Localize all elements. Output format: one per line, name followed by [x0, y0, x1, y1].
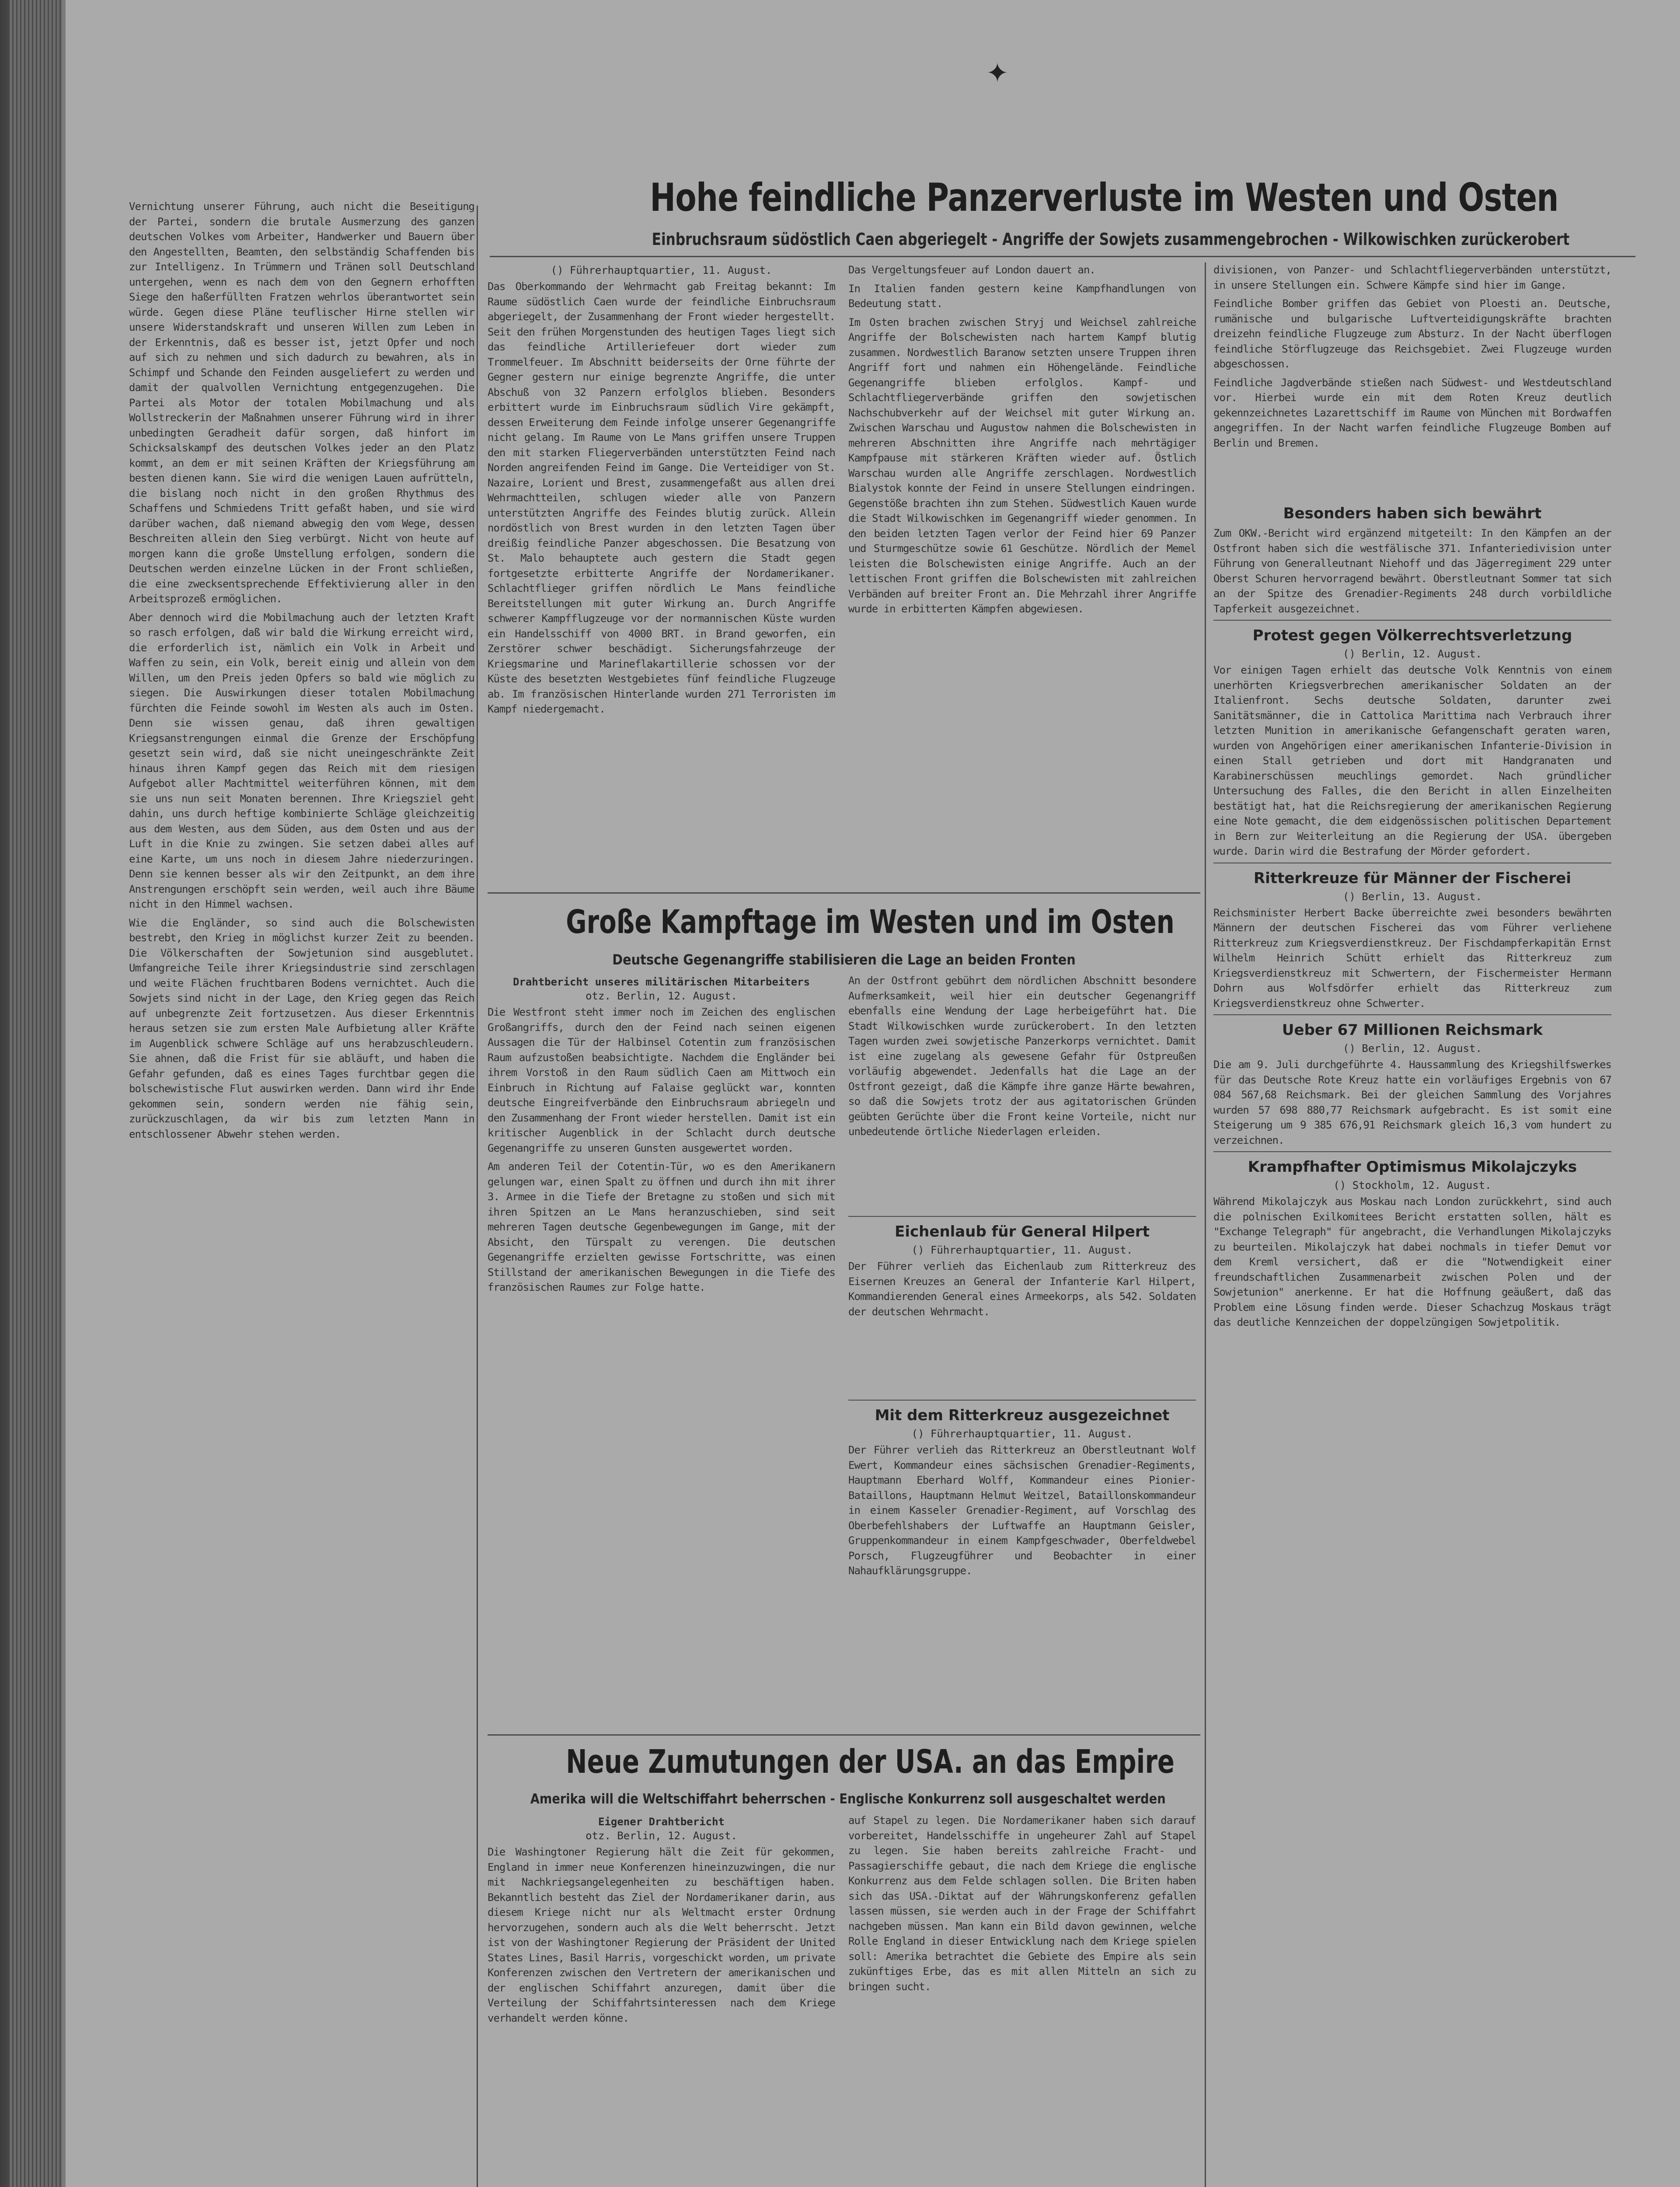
- right-item-dateline: () Berlin, 13. August.: [1343, 890, 1482, 903]
- ritterkreuz-dateline: () Führerhauptquartier, 11. August.: [911, 1428, 1133, 1440]
- zumutungen-paragraph: auf Stapel zu legen. Die Nordamerikaner haben sich darauf vorbereitet, Handelsschiffe in ungeheurer Zahl auf Stapel zu legen. Sie haben bereits zahlreiche Fracht- und Passagierschiffe gebaut, die nach dem Kriege die englische Konkurrenz aus dem Felde schlagen sollen. Die Briten haben sich das USA.-Diktat auf der Währungskonferenz gefallen lassen müssen, sie werden auch in der Frage der Schiffahrt nachgeben müssen. Man kann ein Bild davon gewinnen, welche Rolle England in dieser Entwicklung nach dem Kriege spielen soll: Amerika betrachtet die Gebiete des Empire als sein zukünftiges Erbe, das es mit allen Mitteln an sich zu bringen sucht.: [848, 1814, 1196, 1993]
- kampftage-paragraph: An der Ostfront gebührt dem nördlichen Abschnitt besondere Aufmerksamkeit, weil hier ein deutscher Gegenangriff ebenfalls eine Wendung der Lage herbeigeführt hat. Die Stadt Wilkowischken wurde zurückerobert. In den letzten Tagen wurden zwei sowjetische Panzerkorps vernichtet. Damit ist eine zugelang als gewesene Gefahr für Ostpreußen vorläufig abgewendet. Jedenfalls hat die Lage an der Ostfront gezeigt, daß die Kämpfe ihre ganze Härte bewahren, so daß die Sowjets trotz der aus agitatorischen Gründen geübten Gerüchte über die Front keine Vorteile, nicht nur unbedeutende örtliche Niederlagen erleiden.: [848, 975, 1196, 1138]
- zumutungen-col2: [848, 1813, 1196, 2187]
- main-subheadline: Einbruchsraum südöstlich Caen abgeriegelt - Angriffe der Sowjets zusammengebrochen - Wilkowischken zurückerobert: [652, 230, 1570, 249]
- eichenlaub-rule: [848, 1216, 1196, 1217]
- page-edges: [10, 0, 62, 2187]
- right-item-heading: Besonders haben sich bewährt: [1283, 505, 1542, 522]
- kampftage-byline: Drahtbericht unseres militärischen Mitarbeiters: [512, 976, 810, 988]
- zumutungen-col1: [488, 1813, 835, 2187]
- zumutungen-subheadline: Amerika will die Weltschiffahrt beherrschen - Englische Konkurrenz soll ausgeschaltet werden: [530, 1791, 1166, 1807]
- lead-paragraph: Das Vergeltungsfeuer auf London dauert an.: [848, 264, 1095, 276]
- right-item-heading: Krampfhafter Optimismus Mikolajczyks: [1248, 1158, 1577, 1176]
- right-item-paragraph: Vor einigen Tagen erhielt das deutsche Volk Kenntnis von einem unerhörten Kriegsverbrechen amerikanischer Soldaten an der Italienfront. Sechs deutsche Soldaten, darunter zwei Sanitätsmänner, die in Cattolica Marittima nach Verbrauch ihrer letzten Munition in amerikanische Gefangenschaft geraten waren, wurden von Angehörigen einer amerikanischen Infanterie-Division in einen Stall getrieben und dort mit Handgranaten und Karabinerschüssen meuchlings gemordet. Nach gründlicher Untersuchung des Falles, die den Bericht in allen Einzelheiten bestätigt hat, hat die Reichsregierung der amerikanischen Regierung eine Note gemacht, die dem eidgenössischen politischen Departement in Bern zur Weiterleitung an die Regierung der USA. übergeben wurde. Darin wird die Bestrafung der Mörder gefordert.: [1213, 664, 1611, 857]
- kampftage-col2: [848, 973, 1196, 1209]
- right-item-dateline: () Stockholm, 12. August.: [1333, 1179, 1492, 1191]
- ritterkreuz-heading: Mit dem Ritterkreuz ausgezeichnet: [875, 1407, 1170, 1424]
- lead-article-col2: [848, 262, 1196, 890]
- right-item-paragraph: Während Mikolajczyk aus Moskau nach London zurückkehrt, sind auch die polnischen Exilkomitees Bericht erstatten sollen, hält es "Exchange Telegraph" für angebracht, die Verhandlungen Mikolajczyks zu beurteilen. Mikolajczyk hat dabei nochmals in tiefer Demut vor dem Kreml versichert, daß er die "Notwendigkeit einer freundschaftlichen Zusammenarbeit zwischen Polen und der Sowjetunion" anerkenne. Er hat die Hoffnung geäußert, daß das Problem eine Lösung finden werde. Dieser Schachzug Moskaus trägt das deutliche Kennzeichen der doppelzüngigen Sowjetpolitik.: [1213, 1195, 1611, 1328]
- zumutungen-dateline: otz. Berlin, 12. August.: [586, 1830, 737, 1842]
- eichenlaub-dateline: () Führerhauptquartier, 11. August.: [911, 1244, 1133, 1256]
- right-item-paragraph: Die am 9. Juli durchgeführte 4. Haussammlung des Kriegshilfswerkes für das Deutsche Rote Kreuz hatte ein vorläufiges Ergebnis von 67 084 567,68 Reichsmark. Bei der gleichen Sammlung des Vorjahres wurden 57 698 880,77 Reichsmark aufgebracht. Es ist somit eine Steigerung um 9 385 676,91 Reichsmark gleich 16,3 vom hundert zu verzeichnen.: [1213, 1059, 1611, 1146]
- lead-paragraph: In Italien fanden gestern keine Kampfhandlungen von Bedeutung statt.: [848, 282, 1196, 310]
- main-headline: Hohe feindliche Panzerverluste im Westen und Osten: [650, 175, 1558, 220]
- newspaper-page: [66, 0, 1680, 2187]
- eichenlaub-article: [848, 1216, 1196, 1397]
- kampftage-col1: [488, 973, 835, 1732]
- kampftage-top-rule: [488, 892, 1200, 894]
- lead-paragraph: Im Osten brachen zwischen Stryj und Weichsel zahlreiche Angriffe der Bolschewisten nach hartem Kampf blutig zusammen. Nordwestlich Baranow setzten unsere Truppen ihren Angriff fort und nahmen ein Höhengelände. Feindliche Gegenangriffe blieben erfolglos. Kampf- und Schlachtfliegerverbände griffen den sowjetischen Nachschubverkehr auf der Weichsel mit guter Wirkung an. Zwischen Warschau und Augustow nahmen die Bolschewisten in mehreren Abschnitten ihre Angriffe nach mehrtägiger Kampfpause mit stärkeren Kräften wieder auf. Östlich Warschau wurden alle Angriffe zerschlagen. Nordwestlich Bialystok konnte der Feind in unsere Stellungen eindringen. Gegenstöße brachten ihn zum Stehen. Südwestlich Kauen wurde die Stadt Wilkowischken im Gegenangriff wieder genommen. In den beiden letzten Tagen verlor der Feind hier 69 Panzer und Sturmgeschütze sowie 61 Geschütze. Nördlich der Memel leisten die Bolschewisten einige Angriffe. Auch an der lettischen Front griffen die Bolschewisten mit zahlreichen Verbänden auf breiter Front an. Die Mehrzahl ihrer Angriffe wurde in erbitterten Kämpfen abgewiesen.: [848, 316, 1196, 615]
- lead-dateline: () Führerhauptquartier, 11. August.: [551, 264, 772, 276]
- eichenlaub-heading: Eichenlaub für General Hilpert: [895, 1223, 1150, 1240]
- left-paragraph-1: Vernichtung unserer Führung, auch nicht die Beseitigung der Partei, sondern die brutale Ausmerzung des ganzen deutschen Volkes vom Arbeiter, Handwerker und Bauern über den Angestellten, Beamten, den selbständig Schaffenden bis zur Intelligenz. In Trümmern und Tränen soll Deutschland untergehen, wenn es nach dem von den Gegnern erhofften Siege den haßerfüllten Fratzen wehrlos überantwortet sein würde. Gegen diese Pläne teuflischer Hirne stellen wir unsere Widerstandskraft und unseren Willen zum Leben in der Erkenntnis, daß es besser ist, jetzt Opfer und noch auf sich zu nehmen und sich dadurch zu bewahren, als in Schimpf und Schande den Feinden ausgeliefert zu werden und damit der qualvollen Vernichtung entgegenzugehen. Die Partei als Motor der totalen Mobilmachung und als Wollstreckerin der Maßnahmen unserer Führung wird in ihrer unbedingten Geradheit dafür sorgen, daß hinfort im Schicksalskampf des deutschen Volkes jeder an den Platz kommt, an dem er mit seinen Kräften der Kriegsführung am besten dienen kann. Sie wird die wenigen Lauen aufrütteln, die bislang noch nicht in den großen Rhythmus des Schaffens und Schmiedens Tritt gefaßt haben, und sie wird darüber wachen, daß niemand abwegig den vom Wege, dessen Beschreiten allein den Sieg verbürgt. Nicht von heute auf morgen kann die große Umstellung erfolgen, sondern die Deutschen werden einzelne Lücken in der Front schließen, die eine zwecksentsprechende Effektivierung aller in den Arbeitsprozeß ermöglichen.: [129, 200, 474, 605]
- column-rule-right: [1205, 262, 1206, 2187]
- right-item-heading: Ritterkreuze für Männer der Fischerei: [1254, 869, 1571, 887]
- right-item-dateline: () Berlin, 12. August.: [1343, 648, 1482, 660]
- right-column: [1213, 499, 1611, 2187]
- right-item-dateline: () Berlin, 12. August.: [1343, 1042, 1482, 1055]
- zumutungen-top-rule: [488, 1734, 1200, 1736]
- right-item-rule: [1213, 1151, 1611, 1152]
- kampftage-subheadline: Deutsche Gegenangriffe stabilisieren die Lage an beiden Fronten: [612, 951, 1076, 968]
- left-paragraph-3: Wie die Engländer, so sind auch die Bolschewisten bestrebt, den Krieg in möglichst kurzer Zeit zu beenden. Die Völkerschaften der Sowjetunion sind ausgeblutet. Umfangreiche Teile ihrer Kriegsindustrie sind zerschlagen und weite Flächen fruchtbaren Bodens vernichtet. Auch die Sowjets sind nicht in der Lage, den Krieg gegen das Reich auf unbegrenzte Zeit fortzusetzen. Aus dieser Erkenntnis heraus setzen sie zum ersten Male Aufbietung aller Kräfte im Augenblick schwere Schläge auf uns herabzuschleudern. Sie ahnen, daß die Frist für sie abläuft, und haben die Gefahr gefunden, daß es eines Tages furchtbar gegen die bolschewistische Flut auswirken werden. Dann wird ihr Ende gekommen sein, sondern werden nie fähig sein, zurückzuschlagen, da wir bis zum letzten Mann in entschlossener Abwehr stehen werden.: [129, 916, 474, 1140]
- ritterkreuz-rule: [848, 1400, 1196, 1401]
- headline-rule: [490, 256, 1635, 257]
- kampftage-paragraph: Am anderen Teil der Cotentin-Tür, wo es den Amerikanern gelungen war, einen Spalt zu öffnen und durch ihn mit ihrer 3. Armee in die Tiefe der Bretagne zu stoßen und sich mit ihren Spitzen an Le Mans heranzuschieben, sind seit mehreren Tagen deutsche Gegenbewegungen im Gange, mit der Absicht, den Türspalt zu verengen. Die deutschen Gegenangriffe erzielten gewisse Fortschritte, was einen Stillstand der amerikanischen Bewegungen in die Tiefe des französischen Raumes zur Folge hatte.: [488, 1160, 835, 1293]
- right-item-paragraph: Reichsminister Herbert Backe überreichte zwei besonders bewährten Männern der deutschen Fischerei das vom Führer verliehene Ritterkreuz zum Kriegsverdienstkreuz. Der Fischdampferkapitän Ernst Wilhelm Heinrich Schütt erhielt das Ritterkreuz zum Kriegsverdienstkreuz mit Schwertern, der Fischermeister Hermann Dohrn aus Wolfsdörfer erhielt das Ritterkreuz zum Kriegsverdienstkreuz ohne Schwerter.: [1213, 906, 1611, 1010]
- zumutungen-paragraph: Die Washingtoner Regierung hält die Zeit für gekommen, England in immer neue Konferenzen hineinzuzwingen, die nur mit Nachkriegsangelegenheiten zu beschäftigen haben. Bekanntlich besteht das Ziel der Nordamerikaner darin, aus diesem Kriege nicht nur als Weltmacht erster Ordnung hervorzugehen, sondern auch als die Welt beherrscht. Jetzt ist von der Washingtoner Regierung der Präsident der United States Lines, Basil Harris, vorgeschickt worden, um private Konferenzen zwischen den Vertretern der amerikanischen und der englischen Schiffahrt anzuregen, damit über die Verteilung der Schiffahrtsinteressen nach dem Kriege verhandelt werden könne.: [488, 1846, 835, 2024]
- kampftage-dateline: otz. Berlin, 12. August.: [586, 990, 737, 1002]
- ritterkreuz-article: [848, 1400, 1196, 1732]
- right-item-paragraph: Zum OKW.-Bericht wird ergänzend mitgeteilt: In den Kämpfen an der Ostfront haben sich die westfälische 371. Infanteriedivision unter Führung von Generalleutnant Niehoff und das Jägerregiment 229 unter Oberst Schuren hervorragend bewährt. Oberstleutnant Sommer tat sich an der Spitze des Grenadier-Regiments 248 durch vorbildliche Tapferkeit ausgezeichnet.: [1213, 527, 1611, 615]
- right-item-rule: [1213, 1014, 1611, 1015]
- column-rule-left: [477, 206, 478, 2187]
- lead-article-col1: [488, 262, 835, 890]
- kampftage-paragraph: Die Westfront steht immer noch im Zeichen des englischen Großangriffs, durch den der Feind nach seinen eigenen Aussagen die Tür der Halbinsel Cotentin zum französischen Raum aufzustoßen beabsichtigte. Nachdem die Engländer bei ihrem Vorstoß in den Raum südlich Caen am Mittwoch ein Einbruch in Richtung auf Falaise geglückt war, konnten deutsche Eingreifverbände den Einbruchsraum abriegeln und den Zusammenhang der Front wieder herstellen. Damit ist ein kritischer Augenblick in der Schlacht durch deutsche Gegenangriffe zu unseren Gunsten ausgewertet worden.: [488, 1006, 835, 1154]
- ritterkreuz-paragraph: Der Führer verlieh das Ritterkreuz an Oberstleutnant Wolf Ewert, Kommandeur eines sächsischen Grenadier-Regiments, Hauptmann Eberhard Wolff, Kommandeur eines Pionier-Bataillons, Hauptmann Helmut Weitzel, Bataillonskommandeur in einem Kasseler Grenadier-Regiment, auf Vorschlag des Oberbefehlshabers der Luftwaffe an Hauptmann Geisler, Gruppenkommandeur in einem Kampfgeschwader, Oberfeldwebel Porsch, Flugzeugführer und Beobachter in einer Nahaufklärungsgruppe.: [848, 1444, 1196, 1577]
- margin-mark: ✦: [986, 57, 1009, 89]
- lead-paragraph: Feindliche Jagdverbände stießen nach Südwest- und Westdeutschland vor. Hierbei wurde ein mit dem Roten Kreuz deutlich gekennzeichnetes Lazarettschiff im Raume von München mit Bordwaffen angegriffen. In der Nacht warfen feindliche Flugzeuge Bomben auf Berlin und Bremen.: [1213, 376, 1611, 449]
- lead-article-col3: [1213, 262, 1611, 499]
- lead-paragraph: Das Oberkommando der Wehrmacht gab Freitag bekannt: Im Raume südöstlich Caen wurde der feindliche Einbruchsraum abgeriegelt, der Zusammenhang der Front wieder hergestellt. Seit den frühen Morgenstunden des heutigen Tages liegt sich das feindliche Artilleriefeuer dort wieder zum Trommelfeuer. Im Abschnitt beiderseits der Orne führte der Gegner gestern nur einige begrenzte Angriffe, die unter Abschuß von 32 Panzern erfolglos blieben. Besonders erbittert wurde im Einbruchsraum südlich Vire gekämpft, dessen Erweiterung dem Feinde infolge unserer Gegenangriffe nicht gelang. Im Raume von Le Mans griffen unsere Truppen den mit starken Fliegerverbänden unterstützten Feind nach Norden angreifenden Feind im Gange. Die Verteidiger von St. Nazaire, Lorient und Brest, zusammengefaßt aus allen drei Wehrmachtteilen, schlugen wieder alle von Panzern unterstützten Angriffe des Feindes blutig zurück. Allein nordöstlich von Brest wurden in den letzten Tagen über dreißig feindliche Panzer abgeschossen. Die Besatzung von St. Malo behauptete auch gestern die Stadt gegen fortgesetzte erbitterte Angriffe der Nordamerikaner. Schlachtflieger griffen nördlich Le Mans feindliche Bereitstellungen mit guter Wirkung an. Durch Angriffe schwerer Kampfflugzeuge vor der normannischen Küste wurden ein Handelsschiff von 4000 BRT. in Brand geworfen, ein Zerstörer schwer beschädigt. Sicherungsfahrzeuge der Kriegsmarine und Marineflakartillerie schossen vor der Küste des besetzten Westgebietes fünf feindliche Flugzeuge ab. Im französischen Hinterlande wurden 271 Terroristen im Kampf niedergemacht.: [488, 280, 835, 715]
- right-item-rule: [1213, 620, 1611, 621]
- left-paragraph-2: Aber dennoch wird die Mobilmachung auch der letzten Kraft so rasch erfolgen, daß wir bald die Wirkung erreicht wird, die erforderlich ist, nämlich ein Volk in Arbeit und Waffen zu sein, ein Volk, bereit einig und allein von dem Willen, um den Preis jeden Opfers so bald wie möglich zu siegen. Die Auswirkungen dieser totalen Mobilmachung fürchten die Feinde sowohl im Westen als auch im Osten. Denn sie wissen genau, daß ihren gewaltigen Kriegsanstrengungen einmal die Grenze der Erschöpfung gesetzt sein wird, daß sie nicht uneingeschränkte Zeit hinaus ihren Kampf gegen das Reich mit dem riesigen Aufgebot aller Machtmittel weiterführen können, mit dem sie uns nun seit Monaten berennen. Ihre Kriegsziel geht dahin, uns durch heftige kombinierte Schläge gleichzeitig aus dem Westen, aus dem Süden, aus dem Osten und aus der Luft in die Knie zu zwingen. Sie setzen dabei alles auf eine Karte, um uns noch in diesem Jahre niederzuringen. Denn sie kennen besser als wir den Zeitpunkt, an dem ihre Anstrengungen erschöpft sein werden, weil auch ihre Bäume nicht in den Himmel wachsen.: [129, 611, 474, 910]
- left-column: [129, 199, 474, 2187]
- lead-paragraph: divisionen, von Panzer- und Schlachtfliegerverbänden unterstützt, in unsere Stellungen ein. Schwere Kämpfe sind hier im Gange.: [1213, 264, 1611, 291]
- right-item-heading: Protest gegen Völkerrechtsverletzung: [1252, 627, 1572, 644]
- right-item-heading: Ueber 67 Millionen Reichsmark: [1282, 1021, 1543, 1039]
- zumutungen-headline: Neue Zumutungen der USA. an das Empire: [566, 1743, 1175, 1781]
- eichenlaub-paragraph: Der Führer verlieh das Eichenlaub zum Ritterkreuz des Eisernen Kreuzes an General der Infanterie Karl Hilpert, Kommandierenden General eines Armeekorps, als 542. Soldaten der deutschen Wehrmacht.: [848, 1260, 1196, 1318]
- zumutungen-byline: Eigener Drahtbericht: [598, 1816, 725, 1828]
- kampftage-headline: Große Kampftage im Westen und im Osten: [566, 903, 1175, 941]
- lead-paragraph: Feindliche Bomber griffen das Gebiet von Ploesti an. Deutsche, rumänische und bulgarische Luftverteidigungskräfte brachten dreizehn feindliche Flugzeuge zum Absturz. In der Nacht überflogen feindliche Störflugzeuge das Reichsgebiet. Zwei Flugzeuge wurden abgeschossen.: [1213, 297, 1611, 370]
